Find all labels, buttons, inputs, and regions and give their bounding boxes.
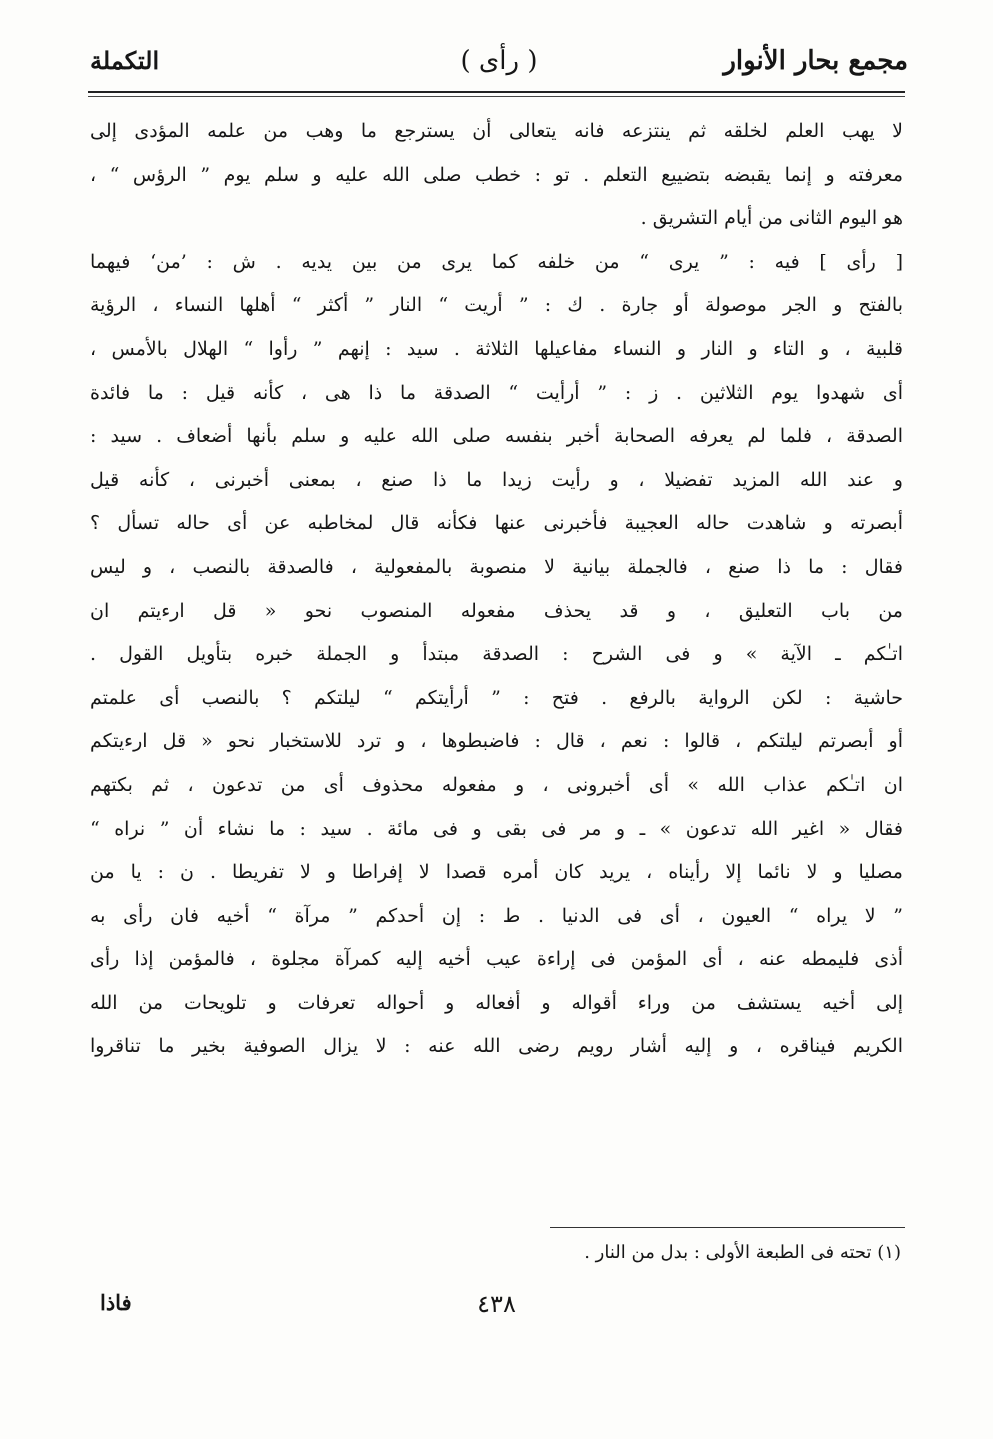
text-line: أبصرته و شاهدت حاله العجيبة فأخبرنى عنها فكأنه قال لمخاطبه عن أى حاله تسأل ؟ [90, 512, 903, 535]
text-line: بالفتح و الجر موصولة أو جارة . ك : ” أريت “ النار ” أكثر “ أهلها النساء ، الرؤية [90, 294, 903, 317]
text-line: حاشية : لكن الرواية بالرفع . فتح : ” أرأيتكم “ ليلتكم ؟ بالنصب أى علمتم [90, 686, 903, 709]
header-rule-thin [88, 96, 905, 97]
text-line: ” لا يراه “ العيون ، أى فى الدنيا . ط : إن أحدكم ” مرآة “ أخيه فان رأى به [90, 904, 903, 927]
header-rule-thick [88, 91, 905, 93]
text-line: أو أبصرتم ليلتكم ، قالوا : نعم ، قال : فاضبطوها ، و ترد للاستخبار نحو « قل ارءيتكم [90, 730, 903, 753]
text-line: [ رأى ] فيه : ” يرى “ من خلفه كما يرى من بين يديه . ش : ’من‘ فيهما [90, 250, 903, 273]
text-line: أذى فليمطه عنه ، أى المؤمن فى إراءة عيب أخيه إليه كمرآة مجلوة ، فالمؤمن إذا رأى [90, 948, 903, 971]
page-number: ٤٣٨ [477, 1290, 516, 1318]
footnote-rule [550, 1227, 905, 1228]
text-line: ان اتـٰكم عذاب الله » أى أخبرونى ، و مفعوله محذوف أى من تدعون ، ثم بكتهم [90, 773, 903, 796]
text-line: لا يهب العلم لخلقه ثم ينتزعه فانه يتعالى أن يسترجع ما وهب من علمه المؤدى إلى [90, 120, 903, 142]
text-line: إلى أخيه يستشف من وراء أقواله و أفعاله و أحواله تعرفات و تلويحات من الله [90, 991, 903, 1014]
text-line: من باب التعليق ، و قد يحذف مفعوله المنصوب نحو « قل ارءيتم ان [90, 599, 903, 622]
text-line: معرفته و إنما يقبضه بتضييع التعلم . تو : خطب صلى الله عليه و سلم يوم ” الرؤس “ ، [90, 163, 903, 186]
text-line: و عند الله المزيد تفضيلا ، و رأيت زيدا ما ذا صنع ، بمعنى أخبرنى ، كأنه قيل [90, 468, 903, 491]
catchword: فاذا [100, 1290, 132, 1315]
text-line: فقال « اغير الله تدعون » ـ و مر فى بقى و فى مائة . سيد : ما نشاء أن ” نراه “ [90, 817, 903, 840]
text-line: الكريم فيناقره ، و إليه أشار رويم رضى الله عنه : لا يزال الصوفية بخير ما تناقروا [90, 1035, 903, 1058]
text-line: فقال : ما ذا صنع ، فالجملة بيانية لا منصوبة بالمفعولية ، فالصدقة بالنصب ، و ليس [90, 555, 903, 578]
text-line: اتـٰكم ـ الآية » و فى الشرح : الصدقة مبتدأ و الجملة خبره بتأويل القول . [90, 643, 903, 666]
text-line: مصليا و لا نائما إلا رأيناه ، يريد كان أمره قصدا لا إفراطا و لا تفريطا . ن : يا من [90, 861, 903, 884]
book-title: مجمع بحار الأنوار [723, 46, 908, 76]
running-header [90, 38, 908, 88]
text-line: هو اليوم الثانى من أيام التشريق . [640, 207, 903, 230]
text-line: أى شهدوا يوم الثلاثين . ز : ” أرأيت “ الصدقة ما ذا هى ، كأنه قيل : ما فائدة [90, 381, 903, 404]
entry-root: ( رأى ) [460, 46, 538, 76]
text-line: الصدقة ، فلما لم يعرفه الصحابة أخبر بنفسه صلى الله عليه و سلم بأنها أضعاف . سيد : [90, 425, 903, 448]
footnote: (١) تحته فى الطبعة الأولى : بدل من النار . [584, 1242, 901, 1263]
main-text [90, 110, 903, 1069]
section-title: التكملة [90, 46, 160, 75]
text-line: قلبية ، و التاء و النار و النساء مفاعيلها الثلاثة . سيد : إنهم ” رأوا “ الهلال بالأمس ، [90, 337, 903, 360]
